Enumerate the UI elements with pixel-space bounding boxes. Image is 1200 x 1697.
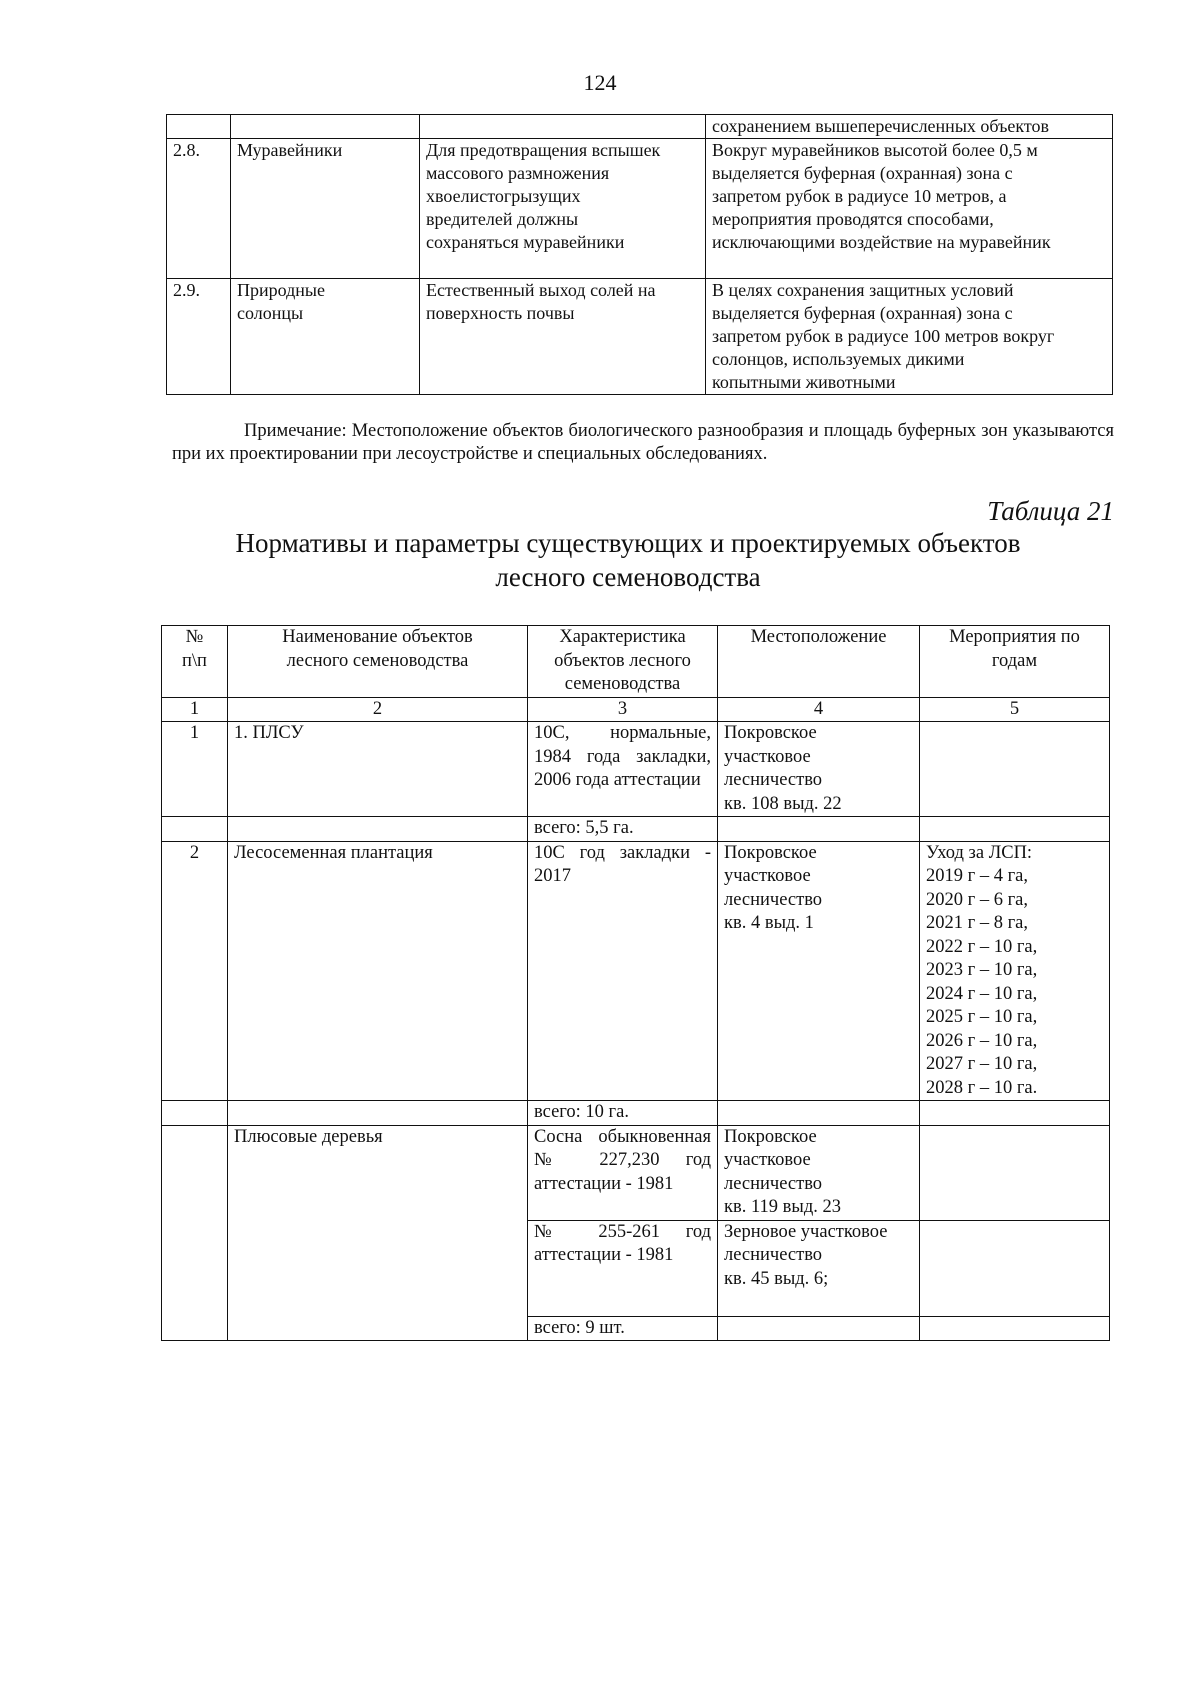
header-location: Местоположение [718,626,920,698]
cell-total: всего: 5,5 га. [528,817,718,842]
column-number-row [162,697,1110,722]
header-num: № п\п [162,626,228,698]
biodiversity-objects-table-continued [166,114,1113,395]
table-label: Таблица 21 [987,496,1114,526]
cell-events [920,722,1110,817]
cell-name [231,115,420,139]
cell-purpose [420,115,706,139]
cell-num: 2.9. [167,279,231,395]
header-characteristics: Характеристика объектов лесного семеноводства [528,626,718,698]
cell-location: Покровское участковое лесничество кв. 119 выд. 23 [718,1125,920,1220]
table-header-row [162,626,1110,698]
table-row [162,1125,1110,1220]
col-number: 5 [920,697,1110,722]
table-row [162,841,1110,1101]
cell-measures: сохранением вышеперечисленных объектов [706,115,1113,139]
cell-characteristics: 10С, нормальные, 1984 года закладки, 2006 года аттестации [528,722,718,817]
cell-name: 1. ПЛСУ [228,722,528,817]
table-title: Нормативы и параметры существующих и проектируемых объектов лесного семеноводства [235,528,1021,592]
header-name: Наименование объектов лесного семеноводства [228,626,528,698]
table-note: Примечание: Местоположение объектов биологического разнообразия и площадь буферных зон указываются при их проектировании при лесоустройстве и специальных обследованиях. [172,421,1114,464]
total-row [162,1101,1110,1126]
cell-events: Уход за ЛСП: 2019 г – 4 га, 2020 г – 6 га, 2021 г – 8 га, 2022 г – 10 га, 2023 г – 10 га, 2024 г – 10 га, 2025 г – 10 га, 2026 г – 10 га, 2027 г – 10 га, 2028 г – 10 га. [920,841,1110,1101]
seed-objects-table [161,625,1110,1341]
cell-purpose: Для предотвращения вспышек массового размножения хвоелистогрызущих вредителей должны сохраняться муравейники [420,139,706,279]
col-number: 1 [162,697,228,722]
total-row [162,817,1110,842]
cell-characteristics: № 255-261 год аттестации - 1981 [528,1220,718,1316]
cell-location: Покровское участковое лесничество кв. 108 выд. 22 [718,722,920,817]
header-events: Мероприятия по годам [920,626,1110,698]
col-number: 4 [718,697,920,722]
table-row [167,279,1113,395]
cell-name: Лесосеменная плантация [228,841,528,1101]
cell-name: Муравейники [231,139,420,279]
cell-num [167,115,231,139]
cell-purpose: Естественный выход солей на поверхность почвы [420,279,706,395]
cell-total: всего: 10 га. [528,1101,718,1126]
table-row [167,115,1113,139]
cell-total: всего: 9 шт. [528,1316,718,1341]
cell-measures: В целях сохранения защитных условий выделяется буферная (охранная) зона с запретом рубок в радиусе 100 метров вокруг солонцов, используемых дикими копытными животными [706,279,1113,395]
cell-num: 2 [162,841,228,1101]
cell-num: 1 [162,722,228,817]
cell-characteristics: Сосна обыкновенная № 227,230 год аттестации - 1981 [528,1125,718,1220]
cell-name: Плюсовые деревья [228,1125,528,1341]
cell-num: 2.8. [167,139,231,279]
col-number: 2 [228,697,528,722]
cell-name: Природные солонцы [231,279,420,395]
cell-measures: Вокруг муравейников высотой более 0,5 м выделяется буферная (охранная) зона с запретом рубок в радиусе 10 метров, а мероприятия проводятся способами, исключающими воздействие на муравейник [706,139,1113,279]
cell-characteristics: 10С год закладки - 2017 [528,841,718,1101]
cell-location: Зерновое участковое лесничество кв. 45 выд. 6; [718,1220,920,1316]
cell-location: Покровское участковое лесничество кв. 4 выд. 1 [718,841,920,1101]
table-row [162,722,1110,817]
table-row [167,139,1113,279]
page-number: 124 [583,70,617,95]
col-number: 3 [528,697,718,722]
